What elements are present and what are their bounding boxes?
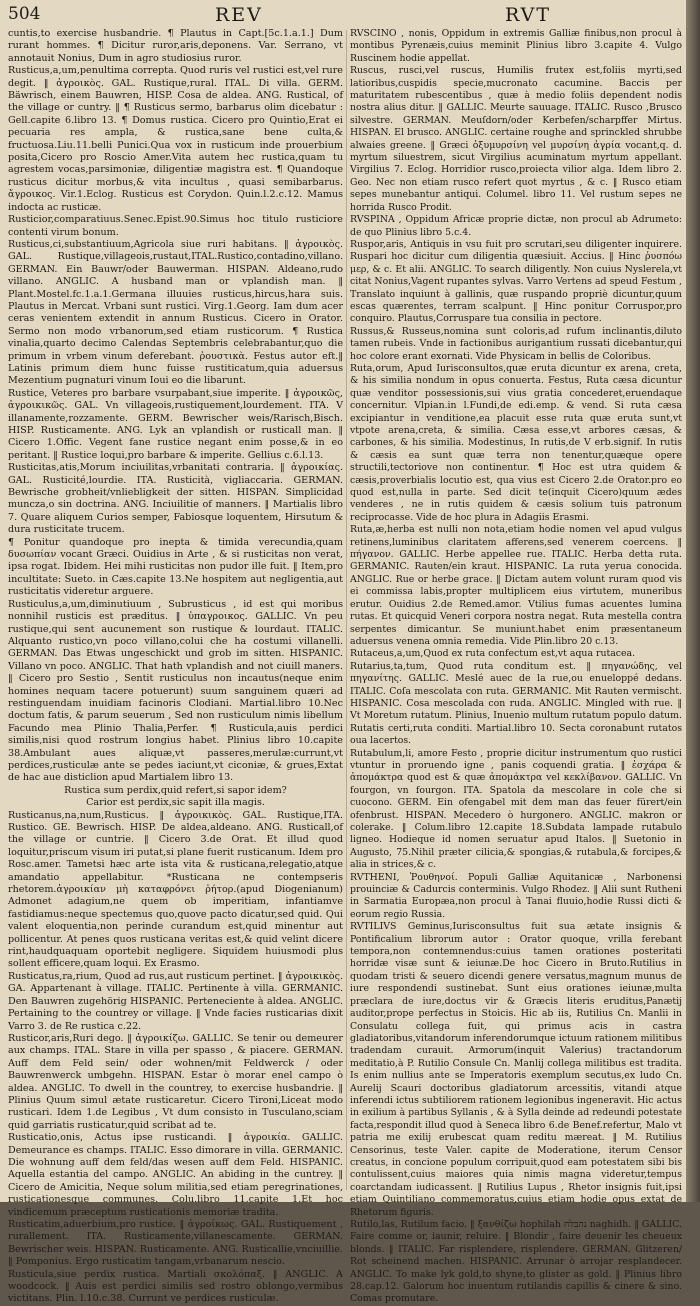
left-running-head: REV — [215, 4, 263, 26]
dictionary-entry: Ruspor,aris, Antiquis in vsu fuit pro scrutari,seu diligenter inquirere. Ruspari hoc dicitur cum diligentia quæsiuit. Accius. ‖ Hinc ῥυσπόω μερ, & c. Et alii. ANGLIC. To search diligently. Non cuius Nyslerela,vt citat Nonius,Vagent rupantes sylvas. Varro Vertens ad speud Festum , Translato inquiunt à gallinis, quæ ruspando propriè dicuntur,quum escas quærentes, terram scalpunt. ‖ Hinc ponitur Corruspor,pro conquiro. Plautus,Corruspare tua consilia in pectore. — [350, 238, 682, 325]
dictionary-entry: Rutarius,ta,tum, Quod ruta conditum est. ‖ πηγανώδης, vel πηγανίτης. GALLIC. Meslé auec de la rue,ou enueloppé dedans. ITALIC. Coſa mescolata con ruta. GERMANIC. Mit Rauten vermischt. HISPANIC. Cosa mescolada con ruda. ANGLIC. Mingled with rue. ‖ Vt Moretum rutatum. Plinius, Inuenio multum rutatum populo datum. Rutatis certi,ruta conditi. Martial.libro 10. Secta coronabunt rutatos oua lacertos. — [350, 660, 682, 747]
dictionary-entry: RVSPINA , Oppidum Africæ proprie dictæ, non procul ab Adrumeto: de quo Plinius libro 5.c.4. — [350, 214, 682, 238]
dictionary-entry: RVTHENI, Ῥουθηνοί. Populi Galliæ Aquitanicæ , Narbonensi prouinciæ & Cadurcis conterminis. Vulgo Rhodez. ‖ Alii sunt Rutheni in Sarmatia Europæa,non procul à Tanai fluuio,hodie Russi dicti & eorum regio Russia. — [350, 871, 682, 920]
dictionary-entry: ¶ Ponitur quandoque pro inepta & timida verecundia,quam δυσωπίαν vocant Græci. Ouidius in Arte , & si rusticitas non verat, ipsa rogat. Ibidem. Hei mihi rusticitas non pudor ille fuit. ‖ Item,pro incultitate: Sueto. in Cæs.capite 13.Ne hospitem aut negligentia,aut rusticitatis videretur arguere. — [8, 536, 343, 598]
dictionary-entry: Rusticatus,ra,rium, Quod ad rus,aut rusticum pertinet. ‖ ἀγροικικὸς. GA. Appartenant à village. ITALIC. Pertinente à villa. GERMANIC. Den Bauwren zugehörig HISPANIC. Perteneciente à aldea. ANGLIC. Pertaining to the countrey or village. ‖ Vnde facies rusticarias dixit Varro 3. de Re rustica c.22. — [8, 970, 343, 1032]
dictionary-entry: RVSCINO , nonis, Oppidum in extremis Galliæ finibus,non procul à montibus Pyrenæis,cuius meminit Plinius libro 3.capite 4. Vulgo Ruscinem hodie appellat. — [350, 28, 682, 64]
dictionary-entry: Rusticula,siue perdix rustica. Martiali σκολόπαξ. ‖ ANGLIC. A woodcock. ‖ Auis est perdici similis sed rostro oblongo,vermibus victitans. Plin. l.10.c.38. Currunt ve perdices rusticulæ. — [8, 1268, 343, 1305]
dictionary-entry: Rusticus,ci,substantiuum,Agricola siue ruri habitans. ‖ ἀγροικὸς. GAL. Rustique,villageois,rustaut,ITAL.Rustico,contadino,villano. GERMAN. Ein Bauwr/oder Bauwerman. HISPAN. Aldeano,rudo villano. ANGLIC. A husband man or vplandish man. ‖ Plant.Mostel.fc.1.a.1.Germana illuuies rusticus,hircus,hara suis. Plautus in Mercat. Vrbani sunt rustici. Virg.1.Georg. Iam dum acer ceras venientem extendit in annum Rusticus. Cicero in Orator. Sermo non modo vrbanorum,sed etiam rusticorum. ¶ Rustica vinalia,quarto decimo Calendas Septembris celebrabantur,quo die primum in vrbem vinum deferebant. ῥουστικὰ. Festus autor eft.‖ Latinis primum diem hunc fuisse rustiticatum,quia aduersus Mezentium pugnaturi vinum Ioui eo die libarunt. — [8, 238, 343, 387]
left-column — [8, 28, 343, 1305]
page-edge — [686, 0, 700, 1202]
dictionary-entry: Rusticulus,a,um,diminutiuum , Subrusticus , id est qui moribus nonnihil rusticis est præditus. ‖ ὑπαγροικος. GALLIC. Vn peu rustique,qui sent aucunement son rustique & lourdaut. ITALIC. Alquanto rustico,vn poco villano,colui che ha costumi villanelli. GERMAN. Das Etwas ungeschickt und grob im sitten. HISPANIC. Villano vn poco. ANGLIC. That hath vplandish and not ciuill maners. ‖ Cicero pro Sestio , Sentit rusticulus non incautus(neque enim homines nequam tacere potuerunt) suum sanguinem quæri ad restinguendam inuidiam facinoris Clodiani. Martial.libro 10.Nec doctum fatis, & parum seuerum , Sed non rusticulum nimis libellum Facundo mea Plinio Thalia,Perfer. ¶ Rusticula,auis perdici similis,nisi quod rostrum longius habet. Plinius libro 10.capite 38.Ambulant aues aliquæ,vt passeres,merulæ:currunt,vt perdices,rusticulæ ante se pedes iaciunt,vt ciconiæ, & grues,Extat de hac aue disticlion apud Martialem libro 13. — [8, 598, 343, 784]
dictionary-entry: cuntis,to exercise husbandrie. ¶ Plautus in Capt.[5c.1.a.1.] Dum rurant hommes. ¶ Dicitur ruror,aris,deponens. Var. Serrano, vt annotauit Nonius, Dum in agro studiosius ruror. — [8, 28, 343, 64]
dictionary-entry: Rusticatio,onis, Actus ipse rusticandi. ‖ ἀγροικία. GALLIC. Demeurance es champs. ITALIC. Esso dimorare in villa. GERMANIC. Die wohnung auff dem feld/das wesen auff dem Feld. HISPANIC. Aquella estantia del campo. ANGLIC. An abiding in the cuntrey. ‖ Cicero de Amicitia, Neque solum militia,sed etiam peregrinationes, rusticationesque communes. Colu.libro 11.capite 1.Et hoc vindicemum præceptum rusticationis memoriæ tradita. — [8, 1132, 343, 1218]
dictionary-entry: Rutaceus,a,um,Quod ex ruta confectum est,vt aqua rutacea. — [350, 648, 636, 660]
dictionary-entry: Rusticitas,atis,Morum inciuilitas,vrbanitati contraria. ‖ ἀγροικίας. GAL. Rusticité,lourdie. ITA. Rusticità, vigliaccaria. GERMAN. Bewrische grobheit/vnliebligkeit der sitten. HISPAN. Simplicidad muncza,o sin doctrina. ANG. Inciuilitie of manners. ‖ Martialis libro 7. Quare aliquem Curios semper, Fabiosque loquentem, Hirsutum & dura rusticitate trucem. — [8, 462, 343, 536]
dictionary-entry: Rusticior,comparatiuus.Senec.Epist.90.Simus hoc titulo rusticiore contenti virum bonum. — [8, 214, 343, 238]
dictionary-entry: Ruta,æ,herba est nulli non nota,etiam hodie nomen vel apud vulgus retinens,luminibus claritatem afferens,sed venerem coercens. ‖ πήγανον. GALLIC. Herbe appellee rue. ITALIC. Herba detta ruta. GERMANIC. Rauten/ein kraut. HISPANIC. La ruta yerua conocida. ANGLIC. Rue or herbe grace. ‖ Dictam autem volunt ruram quod vis ei commissa labis,propter multiplicem eius virtutem, muneribus erutur. Ouidius 2.de Remed.amor. Vtilius fumas acuentes lumina rutas. Et quicquid Veneri corpora nostra negat. Ruta mestella contra serpentes dimicantur. Se muniunt.habet enim præsentaneum aduersus venena omnia remedia. Vide Plin.libro 20 c.13. — [350, 524, 682, 647]
dictionary-entry: Ruta,orum, Apud Iurisconsultos,quæ eruta dicuntur ex arena, creta, & his similia nondum in opus conuerta. Festus, Ruta cæsa dicuntur quæ venditor possessionis,sui vius gratia concederet,eruendaque concernitur. Vlpian.in l.Fundi,de edi.emp. & vend. Si ruta cæsa excipiantur in venditione,ea placuit esse ruta quæ eruta sunt,vt vtpote arena,creta, & similia. Cæsa esse,vt arbores cæsas, & carbones, & his similia. Modestinus, In rutis,de V erb.signif. In rutis & cæsis ea sunt quæ terra non tenentur,quæque opere structili,tectoriove non continentur. ¶ Hoc est utra quidem & cæsis,proverbialis locutio est, qua vius est Cicero 2.de Orator.pro eo quod est,nulla in parte. Sed dicit te(inquit Cicero)quum ædes venderes , ne in rutis quidem & cæsis solium tuis patronum reciprocasse. Vide de hoc plura in Adagiis Erasmi. — [350, 362, 682, 523]
dictionary-entry: Rusticus,a,um,penultima correpta. Quod ruris vel rustici est,vel rure degit. ‖ ἀγροικὸς. GAL. Rustique,rural. ITAL. Di villa. GERM. Bäwrisch, einem Bauwren, HISP. Cosa de aldea. ANG. Rustical, of the village or cuntry. ‖ ¶ Rusticus sermo, barbarus olim dicebatur : Gell.capite 6.libro 13. ¶ Domus rustica. Cicero pro Quintio,Erat ei pecuaria res ampla, & rustica,sane bene culta,& fructuosa.Liu.11.belli Punici.Qua vox in rusticum inde prouerbium posita,Cicero pro Roscio Amer.Vita autem hec rustica,quam tu agrestem vocas,parsimoniæ, diligentiæ magistra est. ¶ Quandoque rusticus dicitur morbus,& vita incultus , quasi semibarbarus. ἄγροικος. Vir.1.Eclog. Rusticus est Corydon. Quin.l.2.c.12. Mamus indocta ac rusticæ. — [8, 65, 343, 213]
dictionary-entry: Rusticor,aris,Ruri dego. ‖ ἀγροικίζω. GALLIC. Se tenir ou demeurer aux champs. ITAL. Stare in villa per spasso , & piacere. GERMAN. Auff dem Feld sein/ oder wohnen/mit Feldwerck / oder Bauwrenwerck umbgehn. HISPAN. Estar ò morar enel campo ò aldea. ANGLIC. To dwell in the countrey, to exercise husbandrie. ‖ Plinius Quum simul ætate rusticaretur. Cicero Tironi,Liceat modo rusticari. Idem 1.de Legibus , Vt dum consisto in Tusculano,sciam quid garriatis rusticatur,quid scribat ad te. — [8, 1032, 343, 1131]
running-header — [0, 4, 686, 26]
dictionary-entry: Rusticanus,na,num,Rusticus. ‖ ἀγροικικὸς. GAL. Rustique,ITA. Rustico. GE. Bewrisch. HISP. De aldea,aldeano. ANG. Rusticall,of the village or cuntrie. ‖ Cicero 3.de Orat. Et illud quod loquitur,priscum visum iri putat,si plane fuerit rusticanum. Idem pro Rosc.amer. Tametsi hæc arte ista vita & rusticana,relegatio,atque amandatio appellabitur. *Rusticana ne contempseris rhetorem.ἀγροικίαν μὴ καταφρόνει ῥήτορ.(apud Diogenianum) Admonet adagium,ne quem ob imperitiam, infantiamve fastidiamus:neque spectemus quo,quove pacto dicatur,sed quid. Qui valent eloquentia,non perinde curandum est,quid minentur aut pollicentur. At penes quos rusticana veritas est,& quid velint dicere rint,haudquaquam oportebit negligere. Siquidem huiusmodi plus sollent efficere,quam loqui. Ex Erasmo. — [8, 809, 343, 970]
right-column — [350, 28, 683, 1305]
dictionary-entry: Rusticatim,aduerbium,pro rustice. ‖ ἀγροίκως. GAL. Rustiquement , rurallement. ITA. Rusticamente,villanescamente. GERMAN. Bewrischer weis. HISPAN. Rusticamente. ANG. Rusticallie,vnciuillie. ‖ Pomponius. Ergo rusticatim tangam,vrbanarum nescio. — [8, 1219, 343, 1268]
dictionary-entry: RVTILIVS Geminus,Iurisconsultus fuit sua ætate insignis & Pontificalium librorum autor : Orator quoque, vrilla ferebant tempora,non contemnendus:cuius tamen orationes posteritati horridæ visæ sunt & ieiunæ.De hoc Cicero in Bruto.Rutilius in quodam tristi & seuero dicendi genere versatus,magnum munus de iure respondendi sustinebat. Sunt eius orationes ieiunæ,multa præclara de iure,doctus vir & Græcis literis eruditus,Panætij auditor,prope perfectus in Stoicis. Hic ab iis, Rutilius Cn. Manlii in Consulatu collega fuit, qui primus acis in castra gladiatoribus,vitandorum inferendorumque ictuum rationem militibus tradendam curauit. Armorum(inquit Valerius) tractandorum meditatio,à P. Rutilio Consule Cn. Manlij collega militibus est tradita. Is enim nullius ante se Imperatoris exemplum secutus,ex ludo Cn. Aurelij Scauri doctoribus gladiatorum arcessitis, vitandi atque inferendi ictus subtiliorem rationem legionibus ingeneravit. Hic actus in exilium à partibus Syllanis , & à Sylla deinde ad redeundi potestate facta,respondit illud quod à Seneca libro 6.de Benef.refertur, Malo vt patria me exilij erubescat quam reditu mæreat. ‖ M. Rutilius Censorinus, teste Valer. capite de Moderatione, iterum Censor creatus, in concione populum corripuit,quod eam potestatem sibi bis contulissent,cuius maiores quia nimis magna videretur,tempus coarctandam iudicassent. ‖ Rutilius Lupus , Rhetor insignis fuit,ipsi etiam Quintiliano commemoratus,cuius etiam hodie opus extat de Rhetorum figuris. — [350, 921, 682, 1218]
column-divider — [346, 30, 347, 1190]
verse-line: Rustica sum perdix,quid refert,si sapor idem? — [64, 784, 287, 796]
dictionary-entry: Ruscus, rusci,vel ruscus, Humilis frutex est,foliis myrti,sed latioribus,cuspidis specie,mucronato cacumine. Baccis per maturitatem rubescentibus , quæ à medio foliis dependent nodis nostra alius ditur. ‖ GALLIC. Meurte sauuage. ITALIC. Rusco ,Brusco silvestre. GERMAN. Meuſdorn/oder Kerbefen/scharpffer Mirtus. HISPAN. El brusco. ANGLIC. certaine roughe and sprinckled shrubbe alwaies greene. ‖ Græci ὀξυμυρσίνη vel μυρσίνη ἀγρία vocant,q. d. myrtum siluestrem, sicut Virgilius acuminatum myrtum appellant. Virgilius 7. Eclog. Horridior rusco,proiecta vilior alga. Idem libro 2. Geo. Nec non etiam rusco refert quot myrtus , & c. ‖ Rusco etiam sepes munebantur antiqui. Columel. libro 11. Vel rustum sepes ne horrida Rusco Prodit. — [350, 65, 682, 213]
page-number: 504 — [8, 4, 41, 24]
verse-line: Carior est perdix,sic sapit illa magis. — [86, 797, 265, 809]
dictionary-entry: Rutilo,las, Rutilum facio. ‖ ξανθίζω hophilah נהבלח naghidh. ‖ GALLIC. Faire comme or, iaunir, reluire. ‖ Blondir , faire deuenir les cheueux blonds. ‖ ITALIC. Far risplendere, risplendere. GERMAN. Glitzeren/ Rot scheinend machen. HISPANIC. Arrunar ò arrojar resplandecer. ANGLIC. To make lyk gold,to shyne,to glister as gold. ‖ Plinius libro 28.cap.12. Galorum hoc inuentum rutilandis capillis & cinere & sino. Comas promutare. — [350, 1219, 683, 1305]
right-running-head: RVT — [505, 4, 552, 26]
dictionary-entry: Russus,& Russeus,nomina sunt coloris,ad rufum inclinantis,diluto tamen rubeis. Vnde in factionibus aurigantium russati dicebantur,qui hoc colore erant exornati. Vide Physicam in bellis de Coloribus. — [350, 325, 682, 362]
dictionary-entry: Rustice, Veteres pro barbare vsurpabant,siue imperite. ‖ ἀγροικῶς, ἀγροικικῶς. GAL. Vn villageois,rustiquement,lourdement. ITA. V illanamente,rozzamente. GERM. Bewrischer weis/Rarisch,Bisch. HISP. Rusticamente. ANG. Lyk an vplandish or rusticall man. ‖ Cicero 1.Offic. Vegent fane rustice negant enim posse,& in eo peritant. ‖ Rustice loqui,pro barbare & imperite. Gellius c.6.l.13. — [8, 387, 343, 461]
dictionary-entry: Rutabulum,li, amore Festo , proprie dicitur instrumentum quo rustici vtuntur in proruendo igne , panis coquendi gratia. ‖ ἐσχάρα & ἀπομάκτρα quod est & quæ ἀπομάκτρα vel κεκλίβανον. GALLIC. Vn fourgon, vn fourgon. ITA. Spatola da mescolare in cole che si cuocono. GERM. Ein ofengabel mit dem man das feuer fürert/ein ofenbrust. HISPAN. Mecedero ò hurgonero. ANGLIC. makron or colerake. ‖ Colum.libro 12.capite 18.Subdata lampade rutabulo ligneo. Hodieque id nomen seruatur apud Italos. ‖ Suetonio in Augusto, 75.Nihil præter cilicia,& spongias,& rutabula,& forcipes,& alia in strices,& c. — [350, 747, 682, 871]
